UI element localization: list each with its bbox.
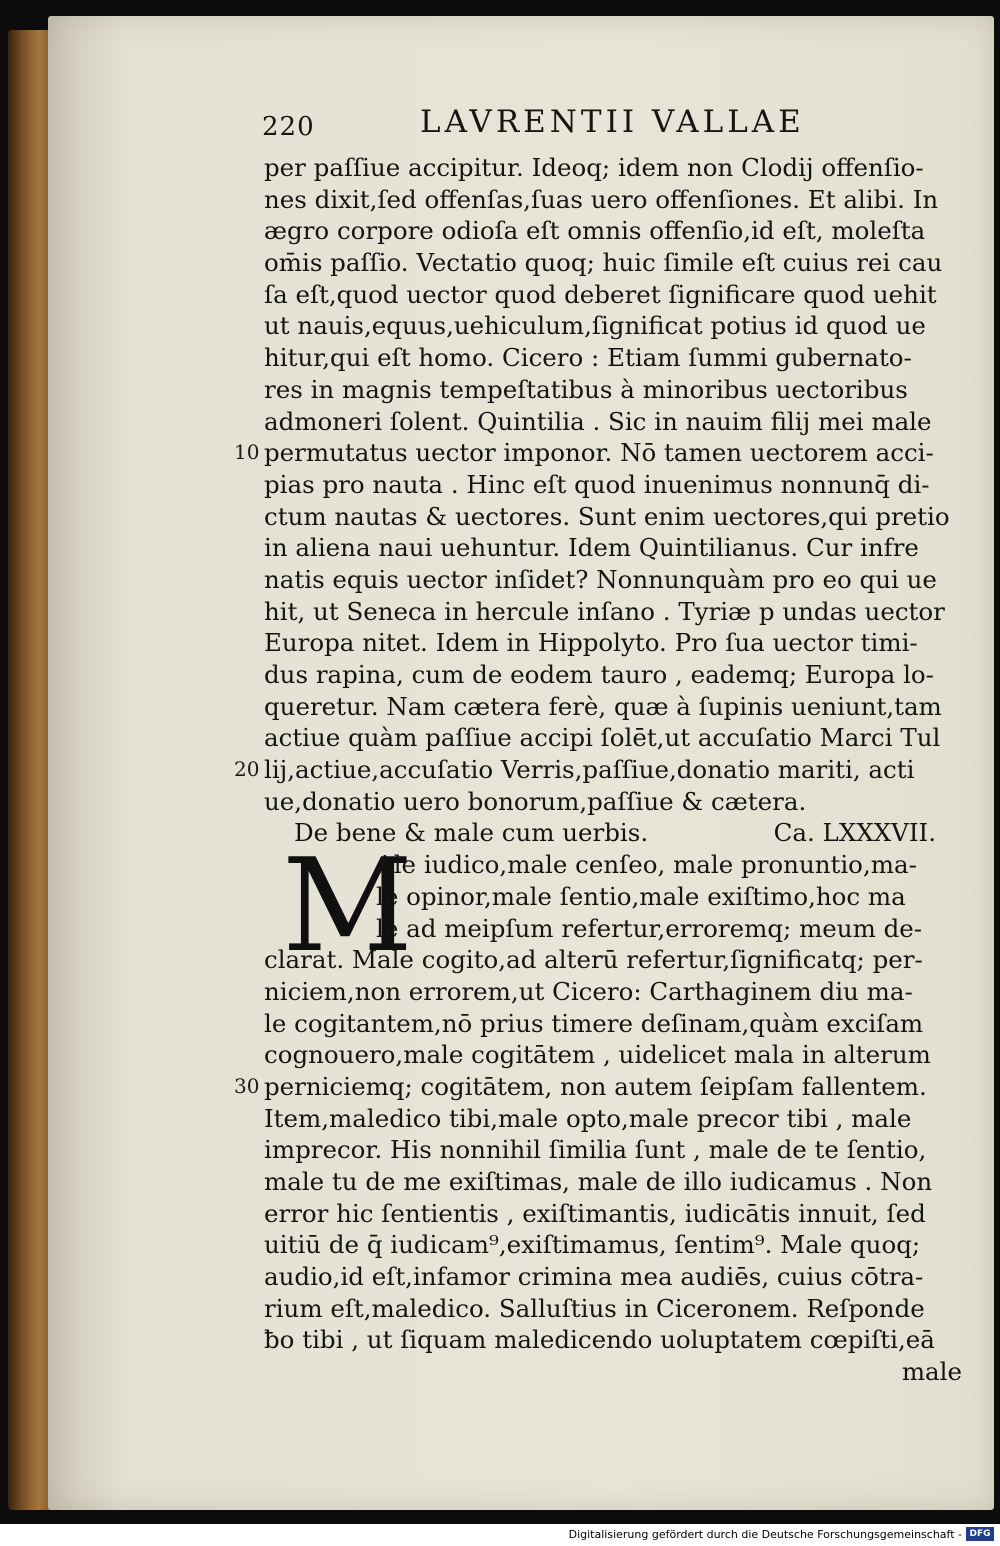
- text-line: [264, 976, 964, 1008]
- text-line: [264, 215, 964, 247]
- line-text: ut nauis,equus,uehiculum,ſignificat potius id quod ue: [264, 311, 926, 341]
- text-line: [264, 1008, 964, 1040]
- line-text: actiue quàm paſſiue accipi ſolēt,ut accuſatio Marci Tul: [264, 723, 941, 753]
- text-line: [264, 596, 964, 628]
- text-line: [264, 1198, 964, 1230]
- text-line: [264, 406, 964, 438]
- line-text: pias pro nauta . Hinc eſt quod inuenimus nonnunq̄ di-: [264, 469, 930, 499]
- text-line: [264, 152, 964, 184]
- line-text: res in magnis tempeſtatibus à minoribus uectoribus: [264, 374, 908, 404]
- text-line: [264, 564, 964, 596]
- text-line: [264, 469, 964, 501]
- digitization-footer: [0, 1524, 1000, 1546]
- page-number: 220: [262, 112, 315, 142]
- text-line: [264, 310, 964, 342]
- line-text: Ale iudico,male cenſeo, male pronuntio,ma-: [376, 850, 917, 880]
- catchword: male: [901, 1357, 962, 1387]
- line-text: ƀo tibi , ut ſiquam maledicendo uoluptatem cœpiſti,eā: [264, 1325, 935, 1355]
- footer-credit: Digitalisierung gefördert durch die Deutsche Forschungsgemeinschaft -: [568, 1528, 962, 1541]
- dfg-logo-icon: DFG: [966, 1527, 994, 1541]
- line-text: male tu de me exiſtimas, male de illo iudicamus . Non: [264, 1167, 933, 1196]
- text-line: [264, 501, 964, 533]
- text-section-1: [234, 152, 964, 817]
- text-line: [264, 913, 964, 945]
- line-text: dus rapina, cum de eodem tauro , eademq; Europa lo-: [264, 660, 934, 689]
- line-text: nes dixit,ſed offenſas,ſuas uero offenſiones. Et alibi. In: [264, 184, 939, 214]
- line-text: queretur. Nam cætera ferè, quæ à ſupinis ueniunt,tam: [264, 691, 942, 721]
- initial-lines: [264, 849, 964, 944]
- text-line: [264, 1166, 964, 1198]
- text-line: [264, 1293, 964, 1325]
- line-text: ctum nautas & uectores. Sunt enim uectores,qui pretio: [264, 501, 950, 531]
- text-section-2: [234, 944, 964, 1356]
- line-text: niciem,non errorem,ut Cicero: Carthaginem diu ma-: [264, 976, 913, 1006]
- running-title: LAVRENTII VALLAE: [420, 104, 805, 140]
- line-text: imprecor. His nonnihil ſimilia ſunt , male de te ſentio,: [264, 1135, 927, 1165]
- line-text: hit, ut Seneca in hercule inſano . Tyriæ p undas uector: [264, 596, 945, 626]
- text-line: [264, 722, 964, 754]
- line-number: 10: [234, 440, 260, 465]
- text-line: [264, 1261, 964, 1293]
- text-line: [264, 1229, 964, 1261]
- line-number: 20: [234, 757, 260, 782]
- line-text: error hic ſentientis , exiſtimantis, iudicātis innuit, ſed: [264, 1198, 926, 1228]
- line-text: Europa nitet. Idem in Hippolyto. Pro ſua uector timi-: [264, 628, 918, 658]
- page-header: [262, 104, 822, 144]
- line-text: lij,actiue,accuſatio Verris,paſſiue,donatio mariti, acti: [264, 755, 915, 785]
- text-line: [264, 184, 964, 216]
- drop-cap-initial: M: [282, 832, 414, 982]
- line-text: ægro corpore odioſa eſt omnis offenſio,id eſt, moleſta: [264, 216, 926, 246]
- text-line: [234, 1071, 964, 1103]
- text-line: [264, 691, 964, 723]
- line-text: le cogitantem,nō prius timere deſinam,quàm exciſam: [264, 1008, 924, 1038]
- text-line: [264, 1039, 964, 1071]
- text-line: [264, 279, 964, 311]
- line-text: clarat. Male cogito,ad alterū refertur,ſignificatq; per-: [264, 945, 923, 975]
- text-line: [264, 881, 964, 913]
- text-line: [234, 754, 964, 786]
- text-line: [264, 374, 964, 406]
- text-line: [264, 1324, 964, 1356]
- text-line: [264, 1134, 964, 1166]
- line-number: 30: [234, 1073, 260, 1098]
- line-text: ue,donatio uero bonorum,paſſiue & cætera.: [264, 786, 807, 816]
- text-line: [264, 247, 964, 279]
- line-text: perniciemq; cogitātem, non autem ſeipſam fallentem.: [264, 1071, 927, 1101]
- text-line: [264, 532, 964, 564]
- catchword-line: [264, 1356, 962, 1388]
- line-text: audio,id eſt,infamor crimina mea audiēs, cuius cōtra-: [264, 1262, 924, 1292]
- line-text: permutatus uector imponor. Nō tamen uectorem acci-: [264, 438, 934, 468]
- line-text: uitiū de q̄ iudicam⁹,exiſtimamus, ſentim⁹. Male quoq;: [264, 1230, 921, 1260]
- chapter-title: De bene & male cum uerbis.: [294, 818, 649, 848]
- line-text: in aliena naui uehuntur. Idem Quintilianus. Cur infre: [264, 533, 919, 563]
- line-text: per paſſiue accipitur. Ideoq; idem non Clodij offenſio-: [264, 153, 924, 182]
- text-line: [264, 659, 964, 691]
- line-text: ſa eſt,quod uector quod deberet ſignificare quod uehit: [264, 279, 937, 309]
- line-text: le opinor,male ſentio,male exiſtimo,hoc ma: [376, 881, 906, 911]
- chapter-number: Ca. LXXXVII.: [773, 818, 936, 848]
- line-text: cognouero,male cogitātem , uidelicet mala in alterum: [264, 1040, 931, 1070]
- line-text: le ad meipſum refertur,erroremq; meum de-: [376, 913, 923, 943]
- line-text: Item,maledico tibi,male opto,male precor tibi , male: [264, 1103, 912, 1133]
- text-line: [234, 437, 964, 469]
- text-line: [264, 786, 964, 818]
- text-line: [264, 342, 964, 374]
- text-line: [264, 849, 964, 881]
- line-text: hitur,qui eſt homo. Cicero : Etiam ſummi gubernato-: [264, 343, 912, 373]
- main-text: [234, 152, 964, 1388]
- line-text: admoneri ſolent. Quintilia . Sic in nauim filij mei male: [264, 406, 932, 436]
- line-text: om̄is paſſio. Vectatio quoq; huic ſimile eſt cuius rei cau: [264, 248, 943, 278]
- text-line: [264, 944, 964, 976]
- text-line: [264, 627, 964, 659]
- line-text: rium eſt,maledico. Salluſtius in Ciceronem. Reſponde: [264, 1293, 925, 1323]
- text-line: [264, 1103, 964, 1135]
- line-text: natis equis uector inſidet? Nonnunquàm pro eo qui ue: [264, 564, 937, 594]
